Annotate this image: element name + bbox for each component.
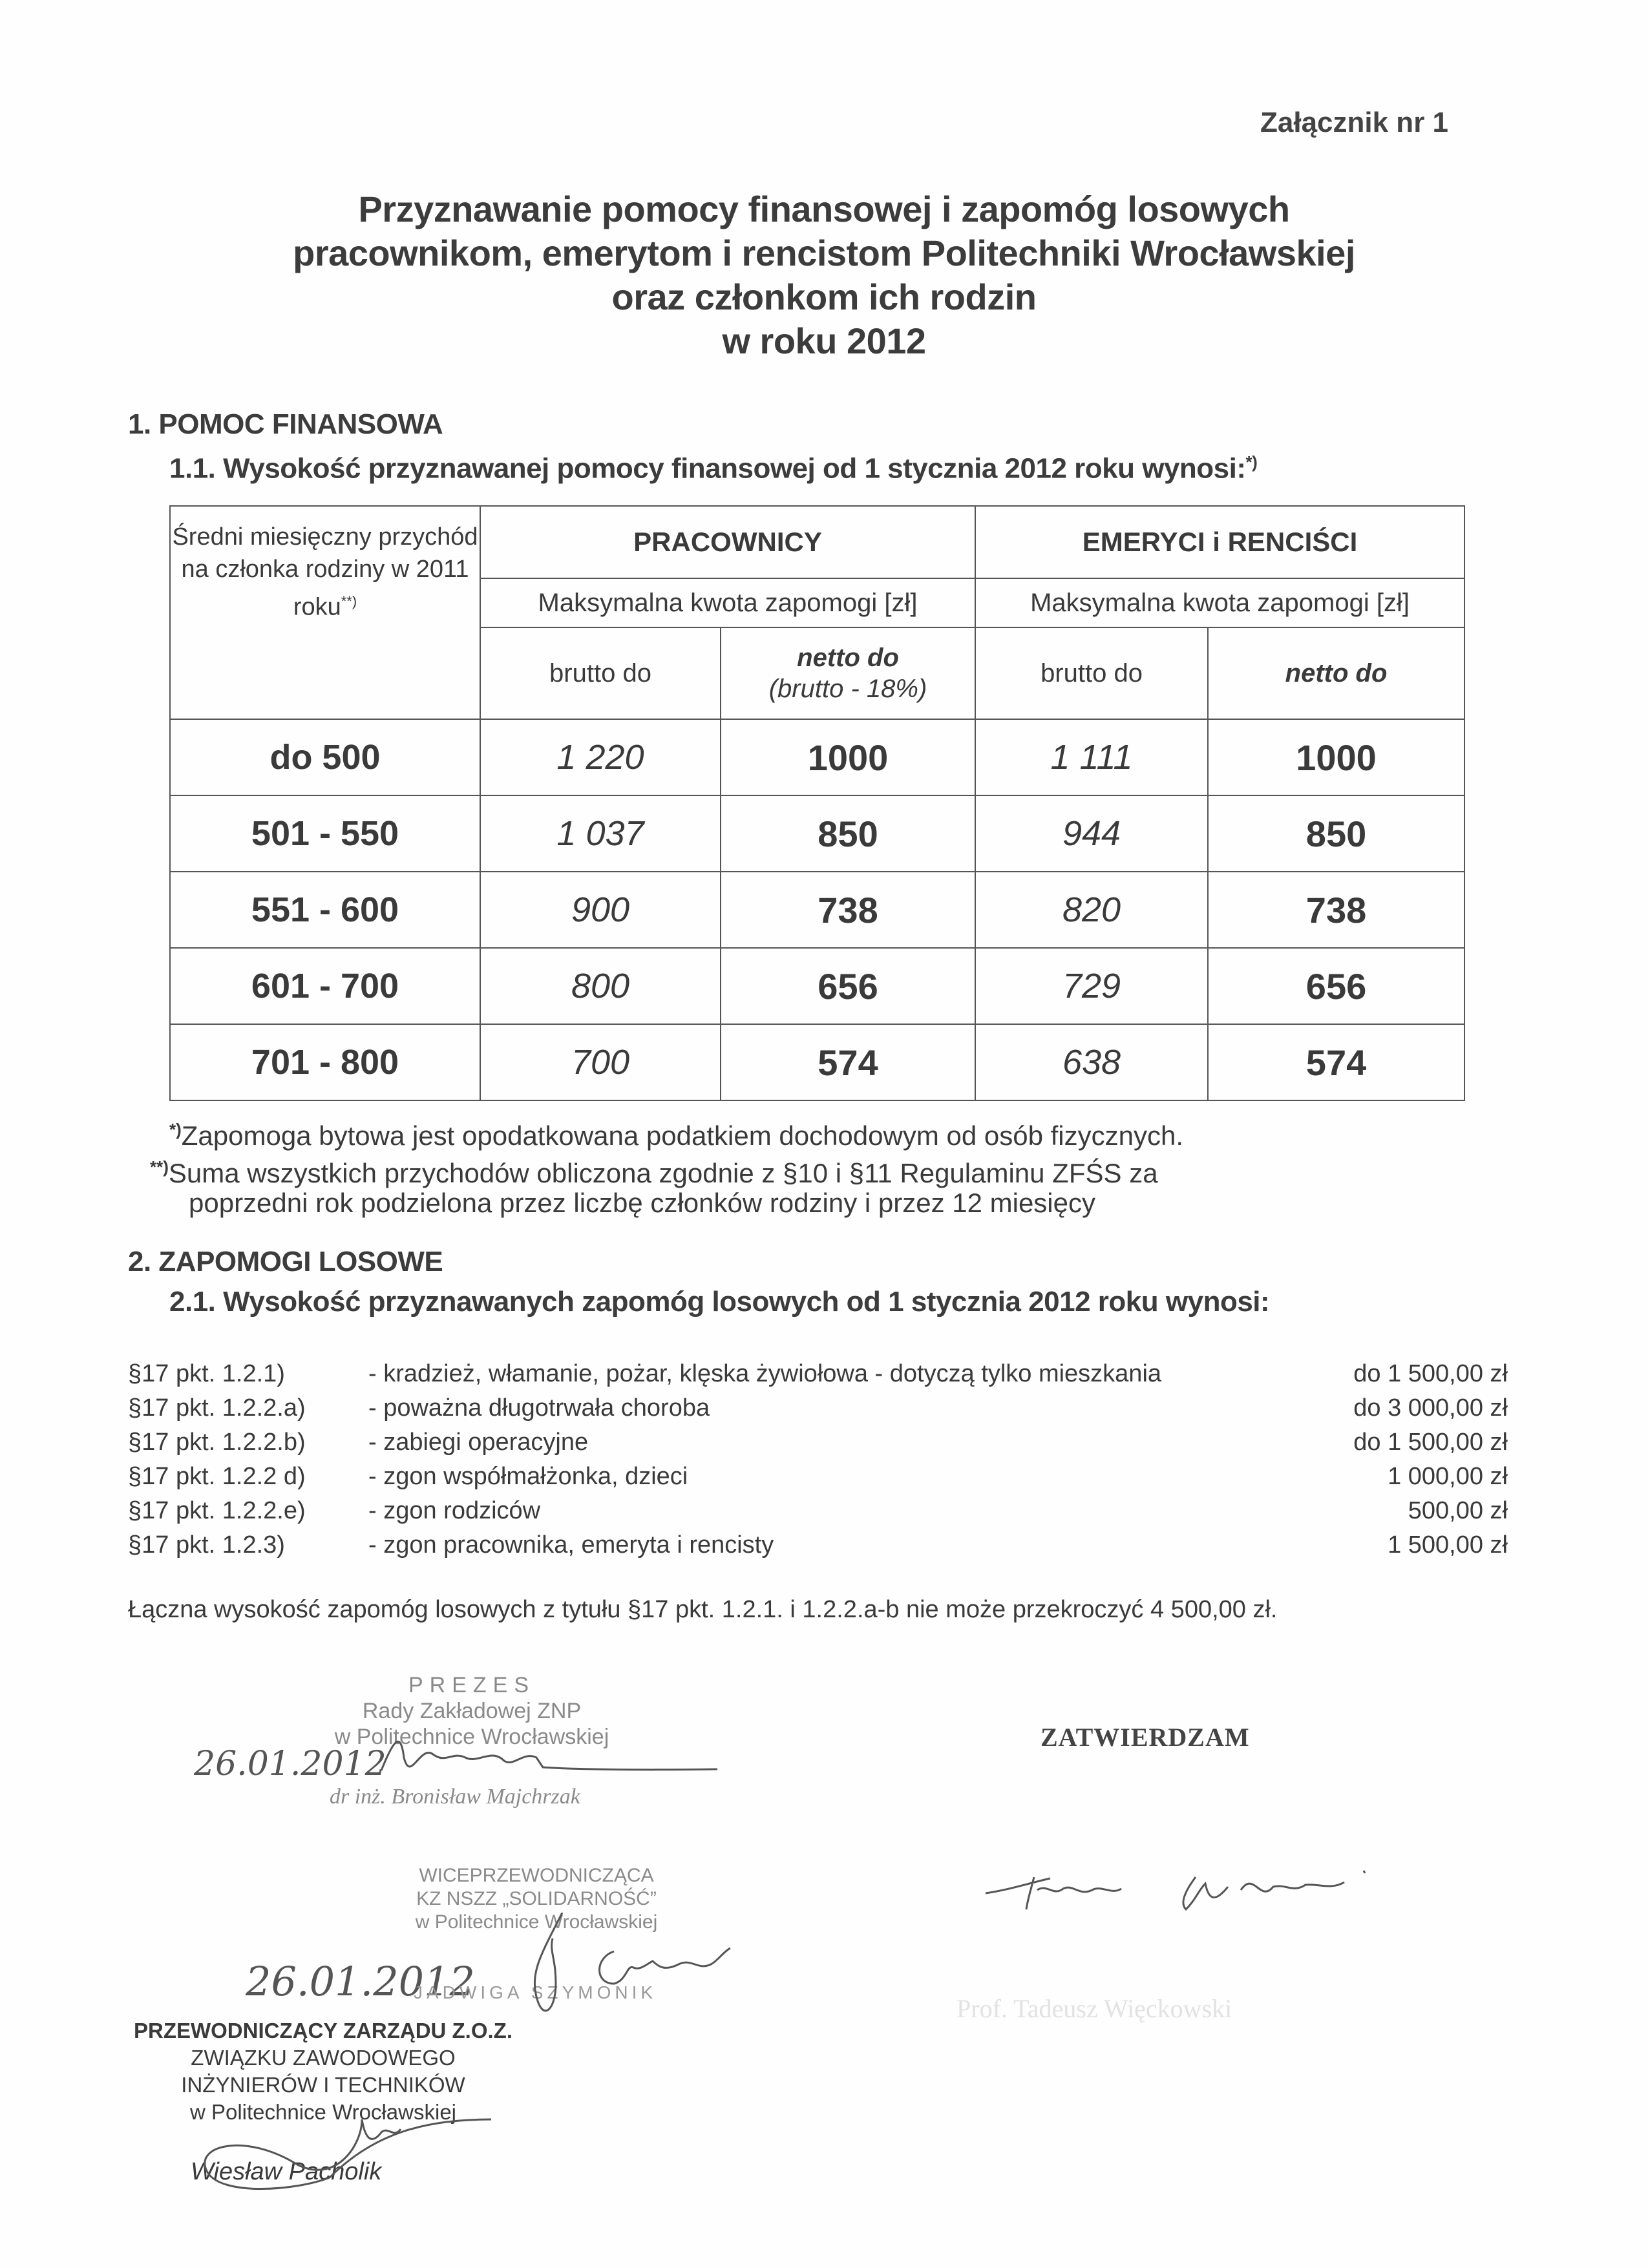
table-row [170, 872, 1464, 948]
paragraph-amount: do 1 500,00 zł [1353, 1360, 1508, 1387]
retirees-gross-value: 944 [975, 795, 1208, 872]
list-item [128, 1360, 1508, 1394]
solidarnosc-stamp-line-1: WICEPRZEWODNICZĄCA [419, 1865, 654, 1886]
retirees-net-value: 850 [1208, 795, 1464, 872]
retirees-net-value: 656 [1208, 948, 1464, 1024]
list-item [128, 1463, 1508, 1496]
retirees-gross-value: 820 [975, 872, 1208, 948]
paragraph-ref: §17 pkt. 1.2.3) [128, 1531, 285, 1559]
employees-gross-header: brutto do [480, 627, 721, 719]
rector-signature [982, 1864, 1448, 1916]
income-column-header [170, 506, 480, 719]
footnote-1 [169, 1111, 1183, 1154]
znp-stamp-line-2: Rady Zakładowej ZNP [362, 1699, 582, 1723]
employees-gross-value: 1 220 [480, 719, 721, 795]
paragraph-amount: 500,00 zł [1408, 1497, 1508, 1524]
employees-net-note: (brutto - 18%) [768, 675, 927, 703]
retirees-gross-value: 1 111 [975, 719, 1208, 795]
paragraph-ref: §17 pkt. 1.2.2.b) [128, 1429, 306, 1456]
zoz-stamp-line-4: w Politechnice Wrocławskiej [189, 2100, 457, 2124]
zoz-signatory-name: Wiesław Pacholik [191, 2158, 382, 2185]
employees-gross-value: 900 [480, 872, 721, 948]
footnote-ref-2: **) [341, 593, 357, 609]
zoz-stamp-line-2: ZWIĄZKU ZAWODOWEGO [191, 2046, 456, 2070]
employees-net-label: netto do [797, 644, 899, 672]
paragraph-desc: - poważna długotrwała choroba [368, 1394, 710, 1422]
table-row [170, 795, 1464, 872]
footnote-1-mark: *) [169, 1120, 182, 1139]
paragraph-amount: 1 500,00 zł [1388, 1531, 1508, 1559]
income-range: 601 - 700 [170, 948, 480, 1024]
approve-label: ZATWIERDZAM [1041, 1723, 1250, 1752]
paragraph-amount: do 3 000,00 zł [1353, 1394, 1508, 1422]
paragraph-desc: - zgon współmałżonka, dzieci [368, 1463, 688, 1490]
employees-net-value: 1000 [721, 719, 975, 795]
footnote-ref-1: *) [1245, 452, 1258, 472]
section-2-1-heading: 2.1. Wysokość przyznawanych zapomóg losowych od 1 stycznia 2012 roku wynosi: [169, 1286, 1270, 1318]
employees-net-value: 850 [721, 795, 975, 872]
table-row [170, 719, 1464, 795]
document-title [162, 187, 1486, 363]
znp-stamp-line-1: PREZES [408, 1673, 536, 1697]
title-line-3: oraz członkom ich rodzin [611, 277, 1037, 317]
solidarnosc-date: 26.01.2012 [246, 1958, 475, 2005]
retirees-gross-header: brutto do [975, 627, 1208, 719]
employees-max-amount-label: Maksymalna kwota zapomogi [zł] [480, 578, 975, 627]
section-1-1-text: 1.1. Wysokość przyznawanej pomocy finansowej od 1 stycznia 2012 roku wynosi: [169, 452, 1246, 485]
paragraph-desc: - zabiegi operacyjne [368, 1429, 589, 1456]
employees-net-value: 656 [721, 948, 975, 1024]
group-header-employees: PRACOWNICY [480, 506, 975, 578]
paragraph-desc: - zgon pracownika, emeryta i rencisty [368, 1531, 774, 1559]
table-row [170, 948, 1464, 1024]
section-2-heading: 2. ZAPOMOGI LOSOWE [128, 1246, 443, 1277]
employees-gross-value: 800 [480, 948, 721, 1024]
list-item [128, 1429, 1508, 1462]
title-line-1: Przyznawanie pomocy finansowej i zapomóg losowych [358, 189, 1290, 229]
paragraph-ref: §17 pkt. 1.2.2.e) [128, 1497, 306, 1524]
employees-net-header [721, 627, 975, 719]
title-line-4: w roku 2012 [722, 320, 926, 361]
employees-net-value: 574 [721, 1024, 975, 1100]
rector-name: Prof. Tadeusz Więckowski [956, 1994, 1232, 2023]
zoz-signature [168, 2094, 504, 2197]
solidarnosc-signatory-name: JADWIGA SZYMONIK [414, 1982, 657, 2002]
paragraph-ref: §17 pkt. 1.2.1) [128, 1360, 285, 1387]
paragraph-desc: - kradzież, włamanie, pożar, klęska żywiołowa - dotyczą tylko mieszkania [368, 1360, 1162, 1387]
list-item [128, 1531, 1508, 1565]
title-line-2: pracownikom, emerytom i rencistom Politechniki Wrocławskiej [293, 233, 1355, 273]
paragraph-amount: do 1 500,00 zł [1353, 1429, 1508, 1456]
table-row [170, 1024, 1464, 1100]
list-item [128, 1394, 1508, 1428]
annex-label: Załącznik nr 1 [1260, 107, 1449, 138]
employees-net-value: 738 [721, 872, 975, 948]
zoz-stamp-line-1: PRZEWODNICZĄCY ZARZĄDU Z.O.Z. [133, 2019, 513, 2042]
paragraph-desc: - zgon rodziców [368, 1497, 541, 1524]
paragraph-amount: 1 000,00 zł [1388, 1463, 1508, 1490]
footnote-2-line-2: poprzedni rok podzielona przez liczbę członków rodziny i przez 12 miesięcy [189, 1188, 1096, 1218]
retirees-net-value: 738 [1208, 872, 1464, 948]
financial-aid-table [169, 505, 1465, 1101]
retirees-net-header: netto do [1208, 627, 1464, 719]
retirees-gross-value: 729 [975, 948, 1208, 1024]
znp-signatory-name: dr inż. Bronisław Majchrzak [330, 1785, 580, 1809]
znp-date: 26.01.2012 [194, 1745, 386, 1783]
retirees-net-value: 1000 [1208, 719, 1464, 795]
section-1-1-heading [169, 452, 1257, 485]
solidarnosc-stamp-line-3: w Politechnice Wrocławskiej [415, 1911, 658, 1933]
employees-gross-value: 700 [480, 1024, 721, 1100]
solidarnosc-stamp-line-2: KZ NSZZ „SOLIDARNOŚĆ” [416, 1888, 657, 1909]
section-1-heading: 1. POMOC FINANSOWA [128, 408, 443, 440]
group-header-retirees: EMERYCI i RENCIŚCI [975, 506, 1464, 578]
paragraph-ref: §17 pkt. 1.2.2.a) [128, 1394, 306, 1422]
znp-stamp-line-3: w Politechnice Wrocławskiej [334, 1725, 609, 1749]
retirees-gross-value: 638 [975, 1024, 1208, 1100]
solidarnosc-signature [517, 1913, 737, 2035]
zoz-stamp-line-3: INŻYNIERÓW I TECHNIKÓW [181, 2073, 465, 2097]
retirees-net-value: 574 [1208, 1024, 1464, 1100]
employees-gross-value: 1 037 [480, 795, 721, 872]
income-header-text: Średni miesięczny przychód na członka rodziny w 2011 roku [172, 523, 478, 621]
income-range: 501 - 550 [170, 795, 480, 872]
paragraph-ref: §17 pkt. 1.2.2 d) [128, 1463, 306, 1490]
income-range: 551 - 600 [170, 872, 480, 948]
income-range: do 500 [170, 719, 480, 795]
footnote-2-line-1: Suma wszystkich przychodów obliczona zgodnie z §10 i §11 Regulaminu ZFŚS za [168, 1158, 1158, 1188]
footnote-2-mark: **) [150, 1157, 169, 1177]
list-item [128, 1497, 1508, 1531]
total-limit-note: Łączna wysokość zapomóg losowych z tytułu §17 pkt. 1.2.1. i 1.2.2.a-b nie może przekroczyć 4 500,00 zł. [128, 1596, 1278, 1623]
footnote-1-text: Zapomoga bytowa jest opodatkowana podatkiem dochodowym od osób fizycznych. [181, 1120, 1184, 1151]
znp-signature [375, 1732, 724, 1790]
retirees-max-amount-label: Maksymalna kwota zapomogi [zł] [975, 578, 1464, 627]
income-range: 701 - 800 [170, 1024, 480, 1100]
